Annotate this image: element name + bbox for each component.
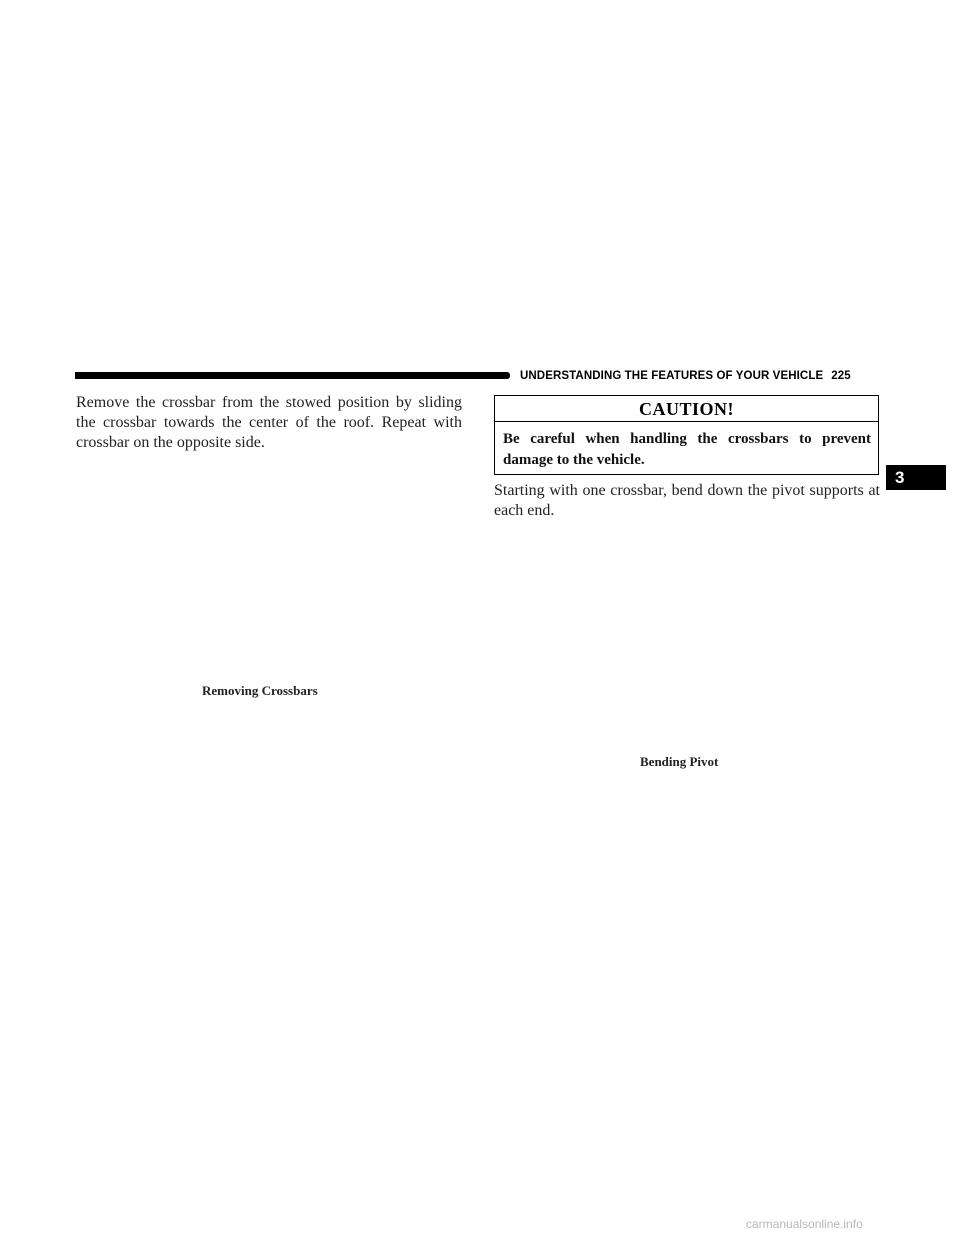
right-paragraph: Starting with one crossbar, bend down the pivot supports at each end. — [494, 482, 880, 519]
figure-caption-bending-pivot: Bending Pivot — [640, 754, 719, 769]
caution-title: CAUTION! — [638, 399, 734, 419]
header-rule — [75, 372, 510, 379]
caution-box — [494, 395, 879, 475]
left-paragraph: Remove the crossbar from the stowed position by sliding the crossbar towards the center of the roof. Repeat with crossbar on the opposite side. — [76, 394, 462, 451]
chapter-tab — [886, 465, 946, 490]
header-marker — [494, 372, 501, 379]
page-number: 225 — [831, 370, 851, 382]
header-section-title: UNDERSTANDING THE FEATURES OF YOUR VEHICLE — [520, 370, 824, 382]
caution-body: Be careful when handling the crossbars to prevent damage to the vehicle. — [503, 431, 871, 468]
footer-watermark: carmanualsonline.info — [746, 1217, 863, 1231]
figure-caption-removing-crossbars: Removing Crossbars — [202, 683, 318, 698]
running-header — [520, 369, 880, 383]
caution-divider — [495, 421, 878, 422]
chapter-tab-label: 3 — [895, 468, 905, 487]
